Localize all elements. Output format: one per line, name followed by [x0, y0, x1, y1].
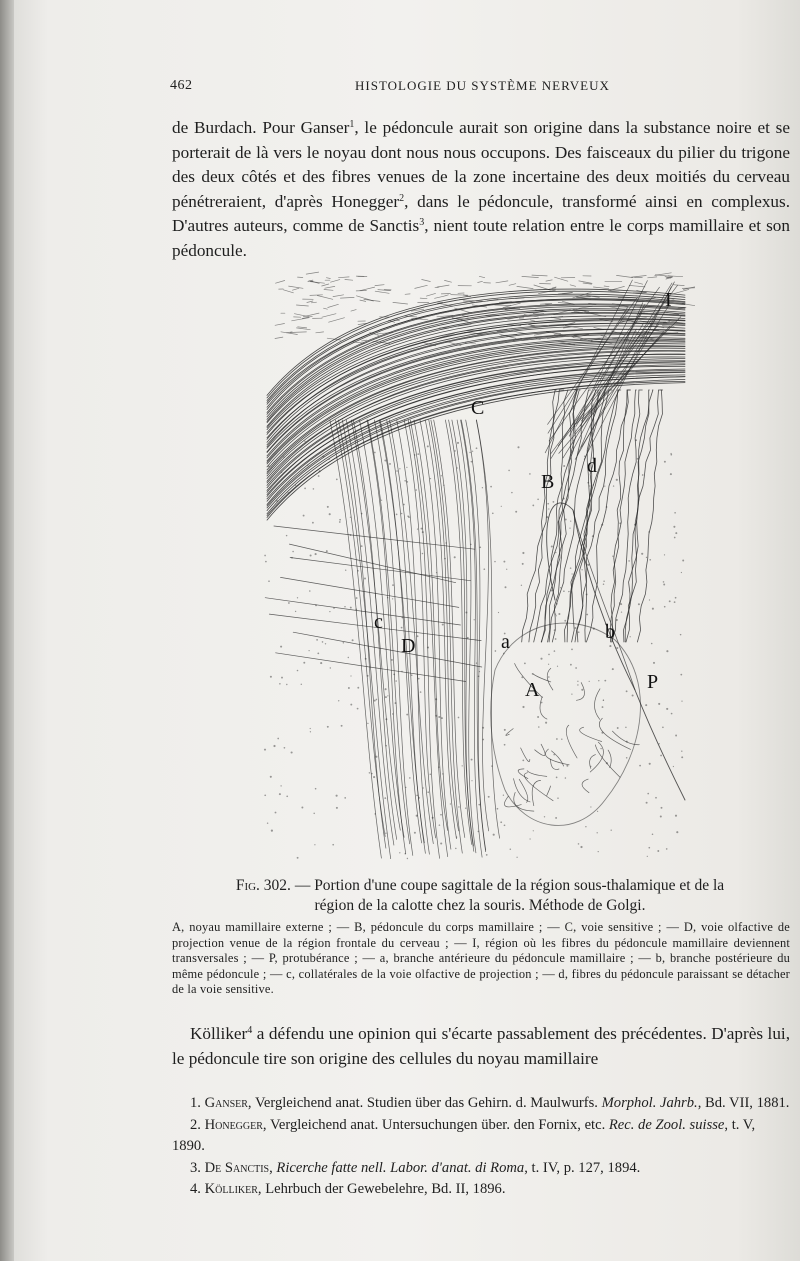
figure-label-I: I	[665, 289, 672, 311]
footnote-2: 2. Honegger, Vergleichend anat. Untersuchungen über. den Fornix, etc. Rec. de Zool. suisse, t. V, 1890.	[172, 1116, 756, 1154]
footnote-ref[interactable]: 4	[247, 1025, 253, 1036]
footnote-ref[interactable]: 2	[399, 192, 405, 204]
footnote-3: 3. De Sanctis, Ricerche fatte nell. Labor. d'anat. di Roma, t. IV, p. 127, 1894.	[190, 1159, 641, 1176]
figure-label-b: b	[605, 621, 615, 643]
figure-label-P: P	[647, 671, 659, 693]
footnote-1: 1. Ganser, Vergleichend anat. Studien über das Gehirn. d. Maulwurfs. Morphol. Jahrb., Bd. VII, 1881.	[190, 1095, 790, 1111]
figure-caption: Fig. 302. — Portion d'une coupe sagittale de la région sous-thalamique et de la région de la calotte chez la souris. Méthode de Golgi.	[235, 877, 725, 914]
running-header	[170, 78, 790, 102]
paragraph-2: Kölliker$^4$ a défendu une opinion qui s'écarte passablement des précédentes. D'après lui, le pédoncule tire son origine des cellules du noyau mamillaire	[172, 1024, 790, 1068]
figure-legend: A, noyau mamillaire externe ; — B, pédoncule du corps mamillaire ; — C, voie sensitive ; — D, voie olfactive de projection venue de la région frontale du cerveau ; — I, région où les fibres du pédoncule mamillaire deviennent transversales ; — P, protubérance ; — a, branche antérieure du pédoncule mamillaire ; — b, branche postérieure du même pédoncule ; — c, collatérales de la voie olfactive de projection ; — d, fibres du pédoncule paraissant se détacher de la voie sensitive.	[172, 920, 790, 997]
page-gutter-shadow	[0, 0, 14, 1261]
figure-label-D: D	[401, 635, 416, 657]
footnote-ref[interactable]: 1	[349, 119, 355, 130]
figure-illustration	[255, 270, 695, 870]
figure-number: Fig. 302.	[235, 877, 291, 894]
paragraph-1: de Burdach. Pour Ganser$^1$, le pédoncule aurait son origine dans la substance noire et se porterait de là vers le noyau dont nous nous occupons. Des faisceaux du pilier du trigone des deux côtés et des fibres venues de la zone incertaine des deux moitiés du cerveau pénétreraient, d'après Honegger$^2$, dans le pédoncule, transformé ainsi en complexus. D'autres auteurs, comme de Sanctis$^3$, nient toute relation entre le corps mamillaire et son pédoncule.	[172, 118, 790, 260]
golgi-section-drawing	[255, 270, 695, 870]
running-title: HISTOLOGIE DU SYSTÈME NERVEUX	[355, 78, 610, 93]
figure-label-C: C	[471, 397, 485, 419]
figure-label-a: a	[501, 631, 510, 653]
footnote-ref[interactable]: 3	[419, 217, 425, 228]
figure-label-c: c	[374, 611, 383, 633]
figure-label-B: B	[541, 471, 555, 493]
figure-label-d: d	[587, 455, 597, 477]
figure-label-A: A	[525, 679, 540, 701]
page-number: 462	[170, 78, 193, 93]
footnote-4: 4. Kölliker, Lehrbuch der Gewebelehre, Bd. II, 1896.	[190, 1181, 506, 1197]
footnotes	[172, 1093, 790, 1201]
